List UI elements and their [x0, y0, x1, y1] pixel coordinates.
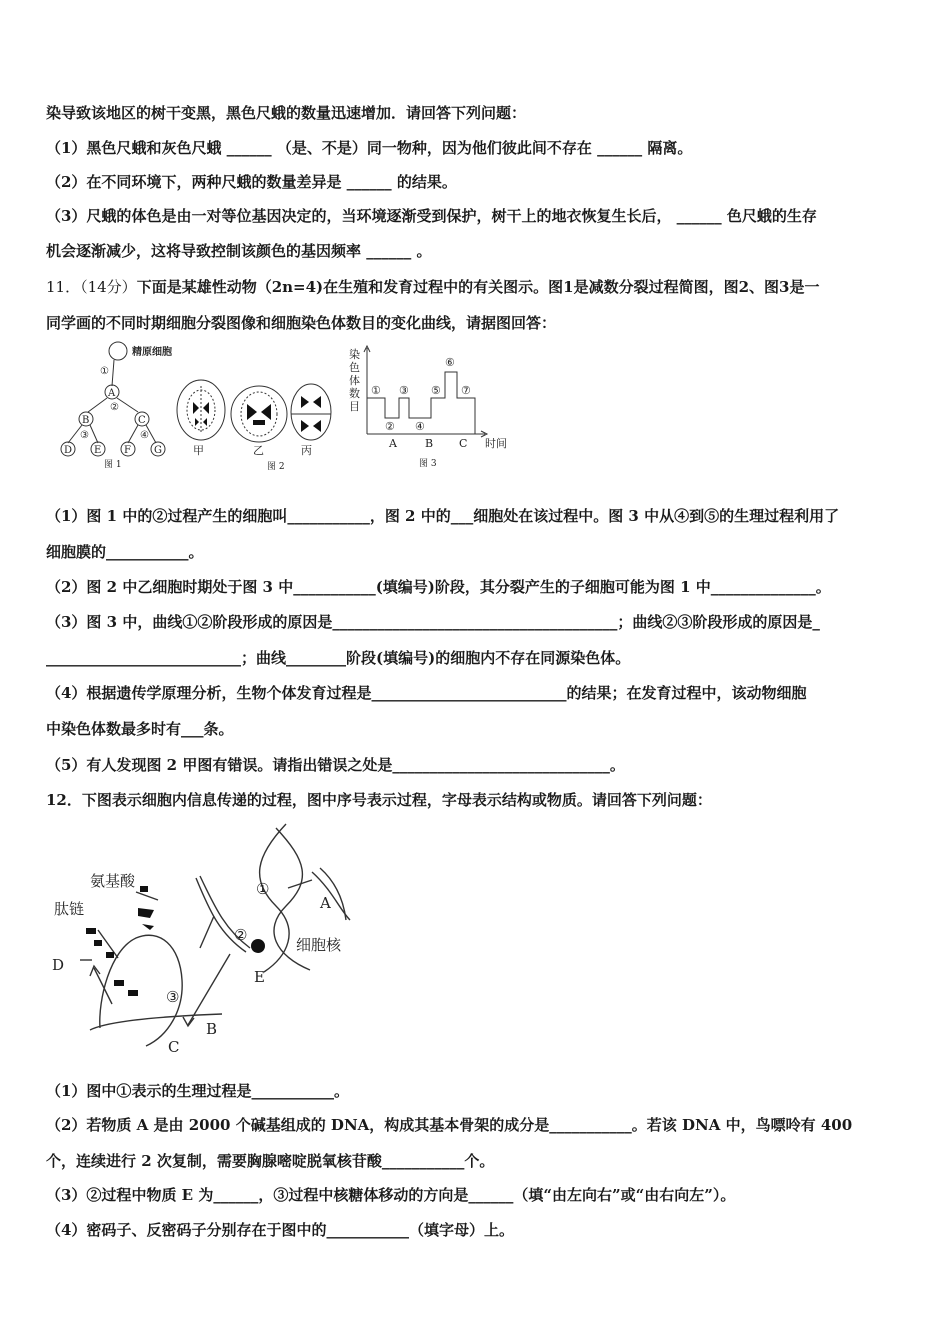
q11-heading: [46, 277, 906, 297]
fig1-step-1: ①: [100, 366, 109, 377]
q12-heading: 12．下图表示细胞内信息传递的过程，图中序号表示过程，字母表示结构或物质。请回答下列问题：: [46, 791, 712, 809]
fig3-stage-4: ④: [415, 420, 425, 433]
fig12-step-1: ①: [256, 880, 270, 898]
fig12-step-2: ②: [234, 926, 248, 944]
fig3-stage-1: ①: [371, 384, 381, 397]
fig3-stage-3: ③: [399, 384, 409, 397]
fig12-label-b: B: [206, 1020, 218, 1038]
q10-part1: （1）黑色尺蛾和灰色尺蛾 ______ （是、不是）同一物种，因为他们彼此间不存在 ______ 隔离。: [46, 139, 693, 157]
q12-part4: （4）密码子、反密码子分别存在于图中的___________（填字母）上。: [46, 1221, 514, 1239]
q11-part2: （2）图 2 中乙细胞时期处于图 3 中___________(填编号)阶段，其分裂产生的子细胞可能为图 1 中______________。: [46, 578, 831, 596]
q11-part4-cont: 中染色体数最多时有___条。: [46, 720, 234, 738]
q11-part3: （3）图 3 中，曲线①②阶段形成的原因是______________________________________；曲线②③阶段形成的原因是_: [46, 613, 820, 631]
q11-number: 11．（14分）: [46, 278, 137, 296]
fig3-y-label-4: 数: [349, 387, 360, 400]
fig3-stage-2: ②: [385, 420, 395, 433]
fig1-label-spermatogonium: 精原细胞: [132, 347, 172, 358]
q10-part2: （2）在不同环境下，两种尺蛾的数量差异是 ______ 的结果。: [46, 173, 457, 191]
fig3-tick-b: B: [425, 437, 434, 450]
q10-intro-line: 染导致该地区的树干变黑，黑色尺蛾的数量迅速增加．请回答下列问题：: [46, 104, 527, 122]
q12-part1: （1）图中①表示的生理过程是___________。: [46, 1082, 349, 1100]
q11-part5: （5）有人发现图 2 甲图有错误。请指出错误之处是_____________________________。: [46, 756, 625, 774]
fig12-label-d: D: [52, 956, 65, 974]
fig12-step-3: ③: [166, 988, 180, 1006]
fig2-label-jia: 甲: [193, 444, 204, 457]
fig1-step-4: ④: [140, 430, 149, 441]
fig12-label-peptide: 肽链: [54, 900, 85, 918]
fig2-caption: 图 2: [267, 462, 285, 472]
fig3-stage-7: ⑦: [461, 384, 471, 397]
fig1-node-b: B: [82, 415, 90, 426]
figure-q12-transcription-translation: [50, 820, 370, 1060]
fig12-label-a: A: [320, 894, 331, 912]
fig3-x-label: 时间: [485, 437, 507, 450]
q11-heading-text: 下面是某雄性动物（2n=4)在生殖和发育过程中的有关图示。图1是减数分裂过程简图，图2、图3是一: [136, 278, 820, 296]
figure-3-chromosome-curve: [345, 342, 520, 472]
fig3-stage-6: ⑥: [445, 356, 455, 369]
fig1-node-g: G: [154, 445, 162, 456]
fig1-node-f: F: [124, 445, 131, 456]
fig1-node-a: A: [108, 388, 116, 399]
fig3-y-label-1: 染: [349, 348, 360, 361]
q10-part3-cont: 机会逐渐减少，这将导致控制该颜色的基因频率 ______ 。: [46, 242, 432, 260]
figure-1-meiosis-tree: [52, 340, 182, 470]
fig2-label-yi: 乙: [253, 444, 264, 457]
fig12-label-nucleus: 细胞核: [296, 936, 342, 954]
fig12-label-e: E: [254, 968, 265, 986]
q11-heading-cont: 同学画的不同时期细胞分裂图像和细胞染色体数目的变化曲线，请据图回答：: [46, 314, 557, 332]
figure-2-cell-images: [175, 372, 335, 472]
fig1-caption: 图 1: [104, 460, 122, 470]
fig12-label-c: C: [168, 1038, 180, 1056]
q12-part2-cont: 个，连续进行 2 次复制，需要胸腺嘧啶脱氧核苷酸___________个。: [46, 1152, 495, 1170]
q10-part3: （3）尺蛾的体色是由一对等位基因决定的，当环境逐渐受到保护，树干上的地衣恢复生长后， ______ 色尺蛾的生存: [46, 207, 817, 225]
fig3-y-label-3: 体: [349, 374, 360, 387]
q11-part1-cont: 细胞膜的___________。: [46, 543, 204, 561]
q12-part2: （2）若物质 A 是由 2000 个碱基组成的 DNA，构成其基本骨架的成分是___________。若该 DNA 中，鸟嘌呤有 400: [46, 1116, 853, 1134]
q12-part3: （3）②过程中物质 E 为______，③过程中核糖体移动的方向是______（填“由左向右”或“由右向左”）。: [46, 1186, 736, 1204]
fig1-node-c: C: [138, 415, 146, 426]
q11-part4: （4）根据遗传学原理分析，生物个体发育过程是__________________________的结果；在发育过程中，该动物细胞: [46, 684, 807, 702]
fig3-stage-5: ⑤: [431, 384, 441, 397]
fig3-tick-c: C: [459, 437, 468, 450]
fig1-step-2: ②: [110, 402, 119, 413]
q11-part3-cont: __________________________；曲线________阶段(填编号)的细胞内不存在同源染色体。: [46, 649, 631, 667]
fig3-y-label-5: 目: [349, 400, 360, 413]
fig12-label-amino-acid: 氨基酸: [90, 872, 136, 890]
fig3-caption: 图 3: [419, 459, 437, 469]
fig1-step-3: ③: [80, 430, 89, 441]
fig3-y-label-2: 色: [349, 361, 360, 374]
fig1-node-d: D: [64, 445, 73, 456]
fig3-tick-a: A: [389, 437, 397, 450]
q11-part1: （1）图 1 中的②过程产生的细胞叫___________，图 2 中的___细胞处在该过程中。图 3 中从④到⑤的生理过程利用了: [46, 507, 840, 525]
fig1-node-e: E: [94, 445, 102, 456]
fig2-label-bing: 丙: [301, 444, 312, 457]
